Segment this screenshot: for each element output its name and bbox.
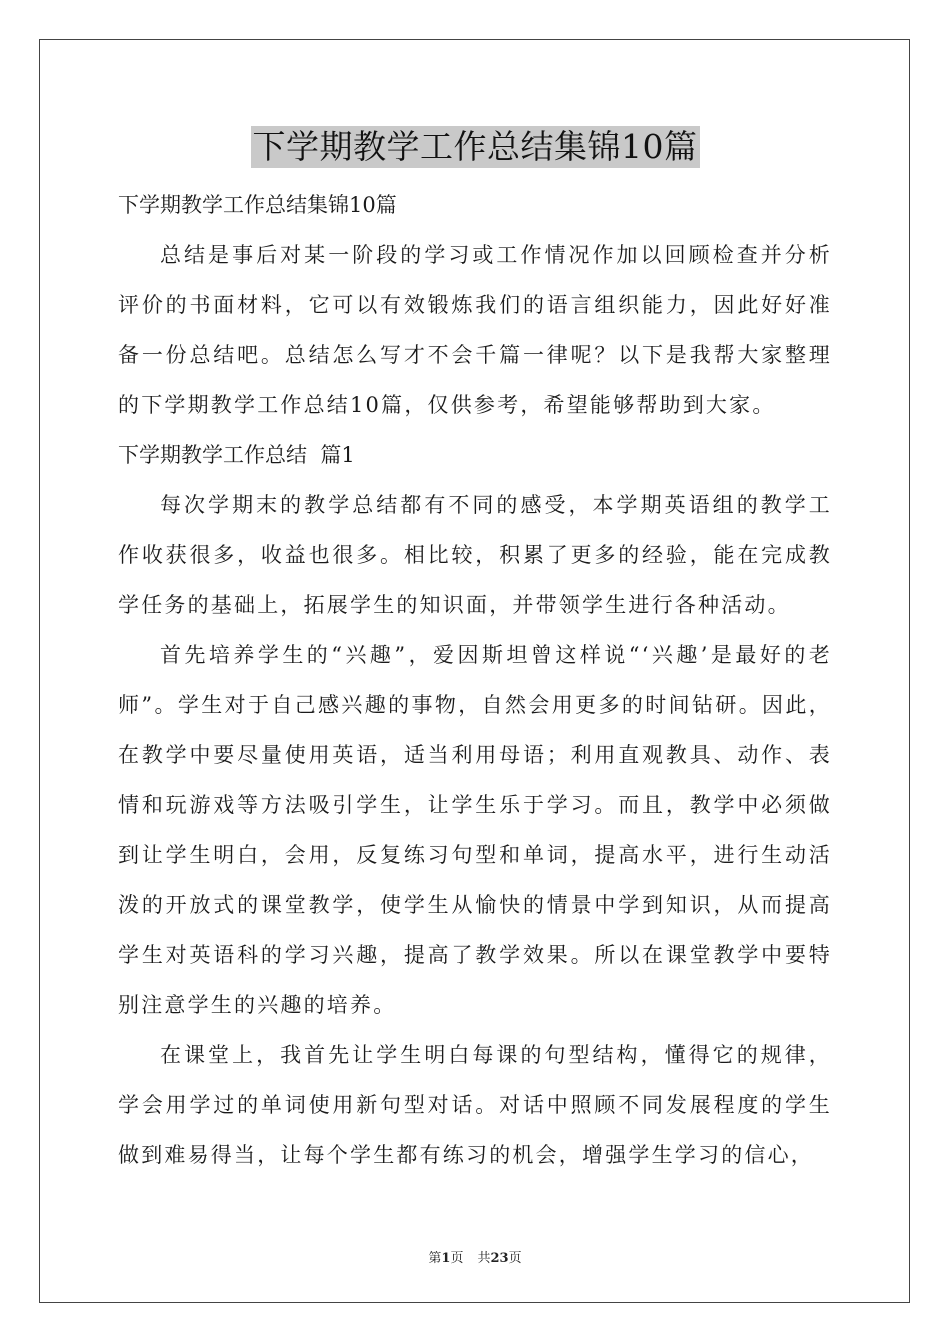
body-paragraph: 首先培养学生的“兴趣”，爱因斯坦曾这样说“‘兴趣’是最好的老师”。学生对于自己感兴趣的事物，自然会用更多的时间钻研。因此，在教学中要尽量使用英语，适当利用母语；利用直观教具、动作、表情和玩游戏等方法吸引学生，让学生乐于学习。而且，教学中必须做到让学生明白，会用，反复练习句型和单词，提高水平，进行生动活泼的开放式的课堂教学，使学生从愉快的情景中学到知识，从而提高学生对英语科的学习兴趣，提高了教学效果。所以在课堂教学中要特别注意学生的兴趣的培养。 xyxy=(118,643,832,1017)
page-prefix: 第 xyxy=(428,1251,442,1266)
document-title: 下学期教学工作总结集锦10篇 xyxy=(252,127,698,166)
total-pages: 23 xyxy=(490,1251,509,1266)
page-footer xyxy=(0,1247,950,1266)
title-container xyxy=(118,126,832,172)
total-suffix: 页 xyxy=(508,1251,522,1266)
document-body xyxy=(118,126,832,1180)
document-subtitle: 下学期教学工作总结集锦10篇 xyxy=(118,193,397,217)
body-paragraph: 在课堂上，我首先让学生明白每课的句型结构，懂得它的规律，学会用学过的单词使用新句型对话。对话中照顾不同发展程度的学生做到难易得当，让每个学生都有练习的机会，增强学生学习的信心， xyxy=(118,1043,832,1167)
page-suffix: 页 xyxy=(450,1251,464,1266)
body-paragraph: 每次学期末的教学总结都有不同的感受，本学期英语组的教学工作收获很多，收益也很多。相比较，积累了更多的经验，能在完成教学任务的基础上，拓展学生的知识面，并带领学生进行各种活动。 xyxy=(118,493,832,617)
page-number: 1 xyxy=(441,1251,451,1266)
section-heading: 下学期教学工作总结 篇1 xyxy=(118,443,355,467)
total-prefix: 共 xyxy=(477,1251,491,1266)
intro-paragraph: 总结是事后对某一阶段的学习或工作情况作加以回顾检查并分析评价的书面材料，它可以有效锻炼我们的语言组织能力，因此好好准备一份总结吧。总结怎么写才不会千篇一律呢？以下是我帮大家整理的下学期教学工作总结10篇，仅供参考，希望能够帮助到大家。 xyxy=(118,243,832,417)
